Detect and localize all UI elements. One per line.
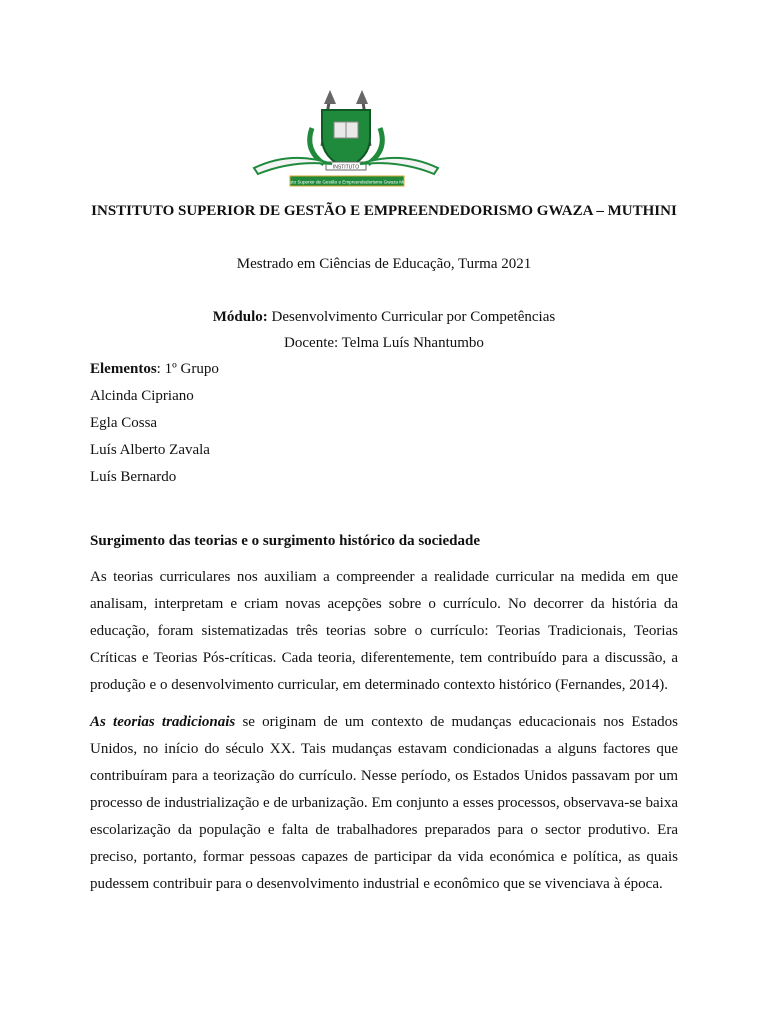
members-list [90,356,219,491]
members-group: : 1º Grupo [156,361,219,377]
logo-banner-text: Instituto Superior de Gestão e Empreendedorismo Gwaza Muthini [279,179,415,185]
member-name: Luís Alberto Zavala [90,442,210,458]
module-value: Desenvolvimento Curricular por Competências [267,309,556,325]
section-heading: Surgimento das teorias e o surgimento histórico da sociedade [90,533,480,549]
paragraph-2 [90,709,678,898]
masters-line: Mestrado em Ciências de Educação, Turma 2021 [236,256,532,272]
paragraph-2-lead: As teorias tradicionais [90,714,236,730]
institute-logo [252,88,440,192]
institution-name: INSTITUTO SUPERIOR DE GESTÃO E EMPREENDEDORISMO GWAZA – MUTHINI [91,203,677,219]
member-name: Egla Cossa [90,415,158,431]
docente-line: Docente: Telma Luís Nhantumbo [284,335,484,351]
module-line [90,304,678,331]
member-name: Alcinda Cipriano [90,388,194,404]
members-header [90,356,219,383]
module-label: Módulo: [212,309,268,325]
paragraph-1: As teorias curriculares nos auxiliam a compreender a realidade curricular na medida em que analisam, interpretam e criam novas acepções sobre o currículo. No decorrer da história da educação, foram sistematizadas três teorias sobre o currículo: Teorias Tradicionais, Teorias Críticas e Teorias Pós-críticas. Cada teoria, diferentemente, tem contribuído para a discussão, a produção e o desenvolvimento curricular, em determinado contexto histórico (Fernandes, 2014). [90,569,678,693]
members-label: Elementos [90,361,157,377]
paragraph-2-text: se originam de um contexto de mudanças educacionais nos Estados Unidos, no início do século XX. Tais mudanças estavam condicionadas a alguns factores que contribuíram para a teorização do currículo. Nesse período, os Estados Unidos passavam por um processo de industrialização e de urbanização. Em conjunto a esses processos, observava-se baixa escolarização da população e falta de trabalhadores preparados para o sector produtivo. Era preciso, portanto, formar pessoas capazes de participar da vida económica e política, as quais pudessem contribuir para o desenvolvimento industrial e econômico que se vivenciava à época. [90,714,678,892]
member-name: Luís Bernardo [90,469,177,485]
logo-ribbon-text: INSTITUTO [332,164,360,171]
